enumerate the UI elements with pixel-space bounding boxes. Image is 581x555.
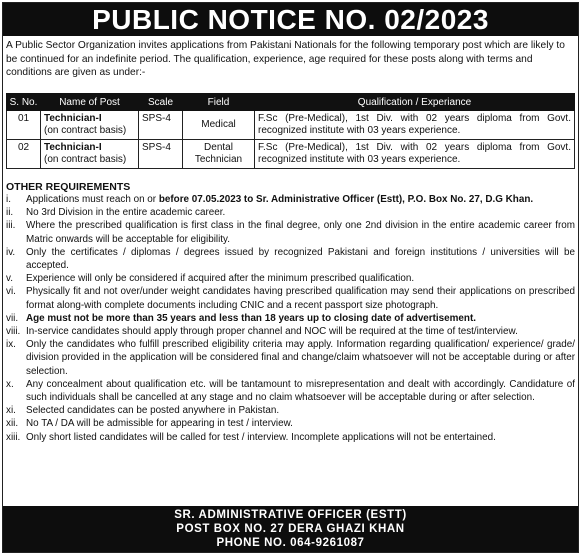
header-qualification: Qualification / Experiance — [255, 94, 575, 111]
item-number: vii. — [6, 312, 19, 324]
field-line: Medical — [201, 119, 236, 130]
header-post-name: Name of Post — [41, 94, 139, 111]
intro-paragraph: A Public Sector Organization invites applications from Pakistani Nationals for the following temporary post which are likely to be continued for an indefinite period. The qualification, experience, age required for these posts along with terms and conditions are given as under:- — [6, 40, 565, 78]
other-requirements-heading: OTHER REQUIREMENTS — [6, 181, 131, 193]
item-text: Only the candidates who fulfill prescribed eligibility criteria may apply. Information regarding qualification/ experience/ grade/ division provided in the application will be considered final and change/claim whatsoever will not be acceptable during or after selection. — [26, 339, 575, 377]
post-basis: (on contract basis) — [44, 125, 127, 136]
item-number: iv. — [6, 246, 16, 258]
row-post-name — [41, 140, 139, 169]
list-item — [6, 417, 575, 430]
item-text: Only short listed candidates will be called for test / interview. Incomplete applications will not be entertained. — [26, 431, 496, 443]
row-sno: 01 — [7, 111, 41, 140]
post-title: Technician-I — [44, 142, 102, 153]
item-number: x. — [6, 378, 14, 390]
header-field: Field — [183, 94, 255, 111]
post-basis: (on contract basis) — [44, 154, 127, 165]
item-text-part: Applications must reach on or — [26, 194, 159, 205]
list-item — [6, 285, 575, 311]
table-header-row — [7, 94, 575, 111]
item-number: xi. — [6, 405, 16, 417]
list-item — [6, 325, 575, 338]
row-qualification: F.Sc (Pre-Medical), 1st Div. with 02 years diploma from Govt. recognized institute with 03 years experience. — [255, 111, 575, 140]
footer-phone: PHONE NO. 064-9261087 — [216, 537, 365, 549]
posts-table — [6, 93, 575, 169]
item-text-bold: before 07.05.2023 to Sr. Administrative Officer (Estt), P.O. Box No. 27, D.G Khan. — [158, 194, 534, 205]
item-text: Where the prescribed qualification is first class in the final degree, only one 2nd division in the entire academic career from Matric onwards will be acceptable for eligibility. — [26, 220, 575, 245]
list-item — [6, 272, 575, 285]
item-number: viii. — [6, 326, 21, 338]
list-item — [6, 219, 575, 245]
row-scale: SPS-4 — [139, 140, 183, 169]
header-sno: S. No. — [7, 94, 41, 111]
list-item — [6, 206, 575, 219]
field-line: Technician — [194, 154, 243, 165]
item-number: iii. — [6, 220, 16, 232]
footer-address: POST BOX NO. 27 DERA GHAZI KHAN — [176, 523, 405, 535]
item-text: Physically fit and not over/under weight candidates having prescribed qualification may send their applications on prescribed format along-with complete documents including CNIC and a recent passport size photograph. — [26, 286, 575, 311]
list-item — [6, 193, 575, 206]
list-item — [6, 431, 575, 444]
item-number: vi. — [6, 286, 16, 298]
item-text: Selected candidates can be posted anywhere in Pakistan. — [26, 405, 280, 417]
item-number: xiii. — [6, 431, 21, 443]
item-number: ii. — [6, 207, 14, 219]
notice-title: PUBLIC NOTICE NO. 02/2023 — [3, 3, 578, 36]
item-number: ix. — [6, 339, 16, 351]
list-item — [6, 338, 575, 378]
row-scale: SPS-4 — [139, 111, 183, 140]
item-text: In-service candidates should apply through proper channel and NOC will be required at the time of test/interview. — [26, 326, 518, 338]
requirements-list — [6, 193, 575, 444]
table-row — [7, 140, 575, 169]
item-number: v. — [6, 273, 13, 285]
list-item — [6, 312, 575, 325]
contact-footer — [3, 506, 578, 552]
table-row — [7, 111, 575, 140]
item-number: xii. — [6, 418, 19, 430]
post-title: Technician-I — [44, 113, 102, 124]
row-field — [183, 140, 255, 169]
item-text: Experience will only be considered if acquired after the minimum prescribed qualification. — [26, 273, 415, 285]
item-number: i. — [6, 194, 11, 205]
item-text: No 3rd Division in the entire academic career. — [26, 207, 226, 219]
list-item — [6, 404, 575, 417]
list-item — [6, 378, 575, 404]
item-text: Any concealment about qualification etc. will be tantamount to misrepresentation and dealt with accordingly. Candidature of such individuals shall be cancelled at any stage and no claim whatsoever will be acceptable during or after selection. — [26, 378, 575, 404]
row-field — [183, 111, 255, 140]
item-text: Only the certificates / diplomas / degrees issued by recognized Pakistani and foreign institutions / universities will be accepted. — [26, 246, 575, 272]
item-text-bold: Age must not be more than 35 years and less than 18 years up to closing date of advertisement. — [26, 312, 476, 324]
row-sno: 02 — [7, 140, 41, 169]
item-text — [26, 193, 575, 206]
field-line: Dental — [204, 142, 233, 153]
list-item — [6, 246, 575, 272]
row-post-name — [41, 111, 139, 140]
item-text: No TA / DA will be admissible for appearing in test / interview. — [26, 418, 293, 430]
row-qualification: F.Sc (Pre-Medical), 1st Div. with 02 years diploma from Govt. recognized institute with 03 years experience. — [255, 140, 575, 169]
header-scale: Scale — [139, 94, 183, 111]
footer-office: SR. ADMINISTRATIVE OFFICER (ESTT) — [174, 509, 407, 521]
